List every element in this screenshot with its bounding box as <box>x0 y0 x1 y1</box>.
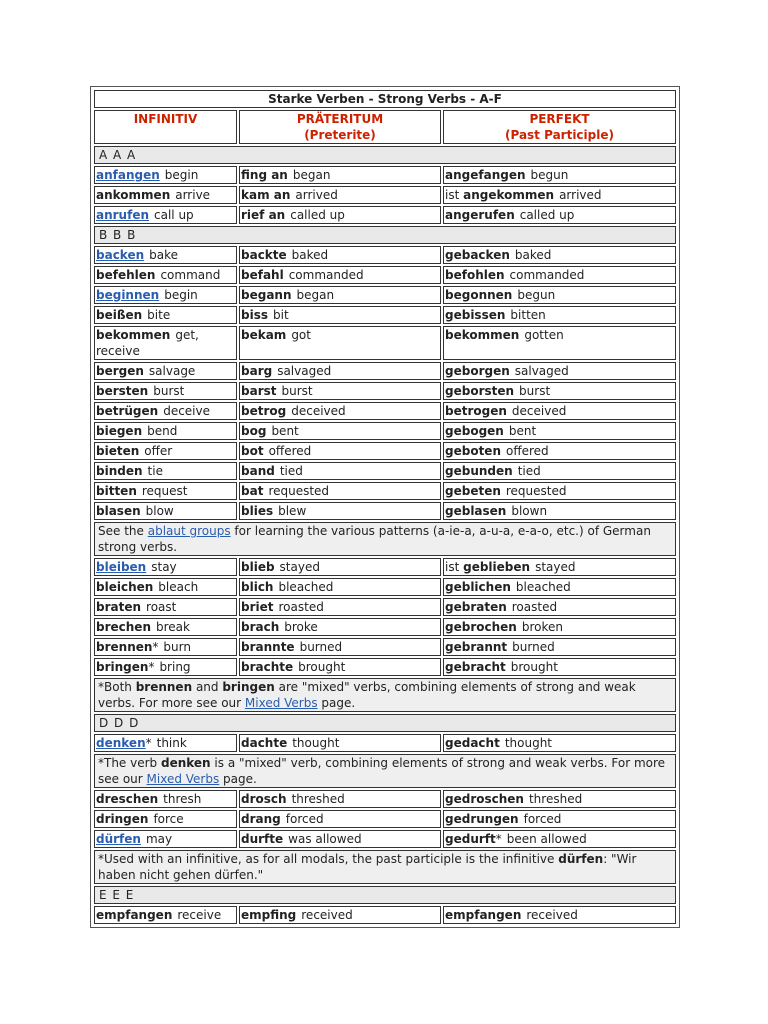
table-row <box>94 830 676 848</box>
table-row <box>94 286 676 304</box>
table-row <box>94 326 676 360</box>
mixed-verbs-link[interactable]: Mixed Verbs <box>146 772 220 786</box>
preterite-cell: blich bleached <box>239 578 441 596</box>
group-label-b: B B B <box>94 226 676 244</box>
preterite-cell: rief an called up <box>239 206 441 224</box>
table-row <box>94 306 676 324</box>
infinitive-cell: backen bake <box>94 246 237 264</box>
participle-cell: geboten offered <box>443 442 676 460</box>
table-row <box>94 558 676 576</box>
group-label-a: A A A <box>94 146 676 164</box>
preterite-cell: fing an began <box>239 166 441 184</box>
preterite-cell: bekam got <box>239 326 441 360</box>
preterite-cell: backte baked <box>239 246 441 264</box>
participle-cell: geblasen blown <box>443 502 676 520</box>
infinitive-cell: brechen break <box>94 618 237 636</box>
infinitive-cell: dreschen thresh <box>94 790 237 808</box>
table-row <box>94 402 676 420</box>
table-row <box>94 206 676 224</box>
infinitive-cell: bringen* bring <box>94 658 237 676</box>
participle-cell: gebissen bitten <box>443 306 676 324</box>
mixed-verbs-link[interactable]: Mixed Verbs <box>244 696 318 710</box>
participle-cell: gebraten roasted <box>443 598 676 616</box>
verb-table-frame <box>90 86 680 928</box>
preterite-cell: bot offered <box>239 442 441 460</box>
table-row <box>94 658 676 676</box>
participle-cell: ist angekommen arrived <box>443 186 676 204</box>
preterite-cell: barst burst <box>239 382 441 400</box>
modal-note: *Used with an infinitive, as for all modals, the past participle is the infinitive dürfen: "Wir haben nicht gehen dürfen." <box>94 850 676 884</box>
table-row <box>94 266 676 284</box>
preterite-cell: kam an arrived <box>239 186 441 204</box>
participle-cell: geborgen salvaged <box>443 362 676 380</box>
participle-cell: angefangen begun <box>443 166 676 184</box>
preterite-cell: blieb stayed <box>239 558 441 576</box>
preterite-cell: bog bent <box>239 422 441 440</box>
table-row <box>94 810 676 828</box>
preterite-cell: bat requested <box>239 482 441 500</box>
group-label-d: D D D <box>94 714 676 732</box>
infinitive-cell: befehlen command <box>94 266 237 284</box>
preterite-cell: drosch threshed <box>239 790 441 808</box>
table-title: Starke Verben - Strong Verbs - A-F <box>94 90 676 108</box>
table-row <box>94 734 676 752</box>
infinitive-cell: ankommen arrive <box>94 186 237 204</box>
verb-link[interactable]: anfangen <box>96 168 160 182</box>
preterite-cell: begann began <box>239 286 441 304</box>
table-row <box>94 362 676 380</box>
infinitive-cell: beißen bite <box>94 306 237 324</box>
infinitive-cell: empfangen receive <box>94 906 237 924</box>
infinitive-cell: anfangen begin <box>94 166 237 184</box>
preterite-cell: betrog deceived <box>239 402 441 420</box>
header-perfekt: PERFEKT (Past Participle) <box>443 110 676 144</box>
participle-cell: befohlen commanded <box>443 266 676 284</box>
header-prateritum: PRÄTERITUM (Preterite) <box>239 110 441 144</box>
table-row <box>94 166 676 184</box>
infinitive-cell: bieten offer <box>94 442 237 460</box>
preterite-cell: dachte thought <box>239 734 441 752</box>
participle-cell: empfangen received <box>443 906 676 924</box>
table-row <box>94 422 676 440</box>
mixed-verbs-note-1: *Both brennen and bringen are "mixed" verbs, combining elements of strong and weak verbs. For more see our Mixed Verbs page. <box>94 678 676 712</box>
infinitive-cell: anrufen call up <box>94 206 237 224</box>
infinitive-cell: dürfen may <box>94 830 237 848</box>
participle-cell: gebogen bent <box>443 422 676 440</box>
infinitive-cell: bersten burst <box>94 382 237 400</box>
infinitive-cell: denken* think <box>94 734 237 752</box>
participle-cell: gedacht thought <box>443 734 676 752</box>
participle-cell: ist geblieben stayed <box>443 558 676 576</box>
table-row <box>94 598 676 616</box>
preterite-cell: empfing received <box>239 906 441 924</box>
preterite-cell: blies blew <box>239 502 441 520</box>
table-row <box>94 462 676 480</box>
verb-link[interactable]: dürfen <box>96 832 141 846</box>
infinitive-cell: bleiben stay <box>94 558 237 576</box>
participle-cell: begonnen begun <box>443 286 676 304</box>
preterite-cell: durfte was allowed <box>239 830 441 848</box>
participle-cell: geborsten burst <box>443 382 676 400</box>
table-row <box>94 906 676 924</box>
verb-link[interactable]: beginnen <box>96 288 160 302</box>
verb-link[interactable]: anrufen <box>96 208 150 222</box>
preterite-cell: band tied <box>239 462 441 480</box>
preterite-cell: biss bit <box>239 306 441 324</box>
table-row <box>94 578 676 596</box>
preterite-cell: brannte burned <box>239 638 441 656</box>
participle-cell: angerufen called up <box>443 206 676 224</box>
infinitive-cell: bitten request <box>94 482 237 500</box>
ablaut-groups-link[interactable]: ablaut groups <box>147 524 231 538</box>
participle-cell: bekommen gotten <box>443 326 676 360</box>
infinitive-cell: brennen* burn <box>94 638 237 656</box>
preterite-cell: barg salvaged <box>239 362 441 380</box>
participle-cell: gebunden tied <box>443 462 676 480</box>
table-row <box>94 382 676 400</box>
participle-cell: geblichen bleached <box>443 578 676 596</box>
infinitive-cell: bergen salvage <box>94 362 237 380</box>
verb-link[interactable]: backen <box>96 248 145 262</box>
table-row <box>94 186 676 204</box>
preterite-cell: brachte brought <box>239 658 441 676</box>
infinitive-cell: dringen force <box>94 810 237 828</box>
header-infinitiv: INFINITIV <box>94 110 237 144</box>
participle-cell: gebracht brought <box>443 658 676 676</box>
table-row <box>94 442 676 460</box>
table-row <box>94 502 676 520</box>
preterite-cell: briet roasted <box>239 598 441 616</box>
participle-cell: gebeten requested <box>443 482 676 500</box>
infinitive-cell: blasen blow <box>94 502 237 520</box>
table-row <box>94 638 676 656</box>
table-row <box>94 482 676 500</box>
table-row <box>94 790 676 808</box>
verb-link[interactable]: bleiben <box>96 560 147 574</box>
preterite-cell: brach broke <box>239 618 441 636</box>
preterite-cell: befahl commanded <box>239 266 441 284</box>
verb-link[interactable]: denken <box>96 736 146 750</box>
mixed-verbs-note-2: *The verb denken is a "mixed" verb, combining elements of strong and weak verbs. For more see our Mixed Verbs page. <box>94 754 676 788</box>
ablaut-note: See the ablaut groups for learning the various patterns (a-ie-a, a-u-a, e-a-o, etc.) of German strong verbs. <box>94 522 676 556</box>
participle-cell: gedurft* been allowed <box>443 830 676 848</box>
participle-cell: gebrochen broken <box>443 618 676 636</box>
participle-cell: gedrungen forced <box>443 810 676 828</box>
infinitive-cell: beginnen begin <box>94 286 237 304</box>
participle-cell: gebacken baked <box>443 246 676 264</box>
infinitive-cell: braten roast <box>94 598 237 616</box>
strong-verbs-table <box>92 88 678 926</box>
infinitive-cell: bleichen bleach <box>94 578 237 596</box>
participle-cell: gebrannt burned <box>443 638 676 656</box>
infinitive-cell: betrügen deceive <box>94 402 237 420</box>
infinitive-cell: binden tie <box>94 462 237 480</box>
participle-cell: betrogen deceived <box>443 402 676 420</box>
table-row <box>94 618 676 636</box>
participle-cell: gedroschen threshed <box>443 790 676 808</box>
group-label-e: E E E <box>94 886 676 904</box>
infinitive-cell: biegen bend <box>94 422 237 440</box>
infinitive-cell: bekommen get, receive <box>94 326 237 360</box>
table-row <box>94 246 676 264</box>
preterite-cell: drang forced <box>239 810 441 828</box>
